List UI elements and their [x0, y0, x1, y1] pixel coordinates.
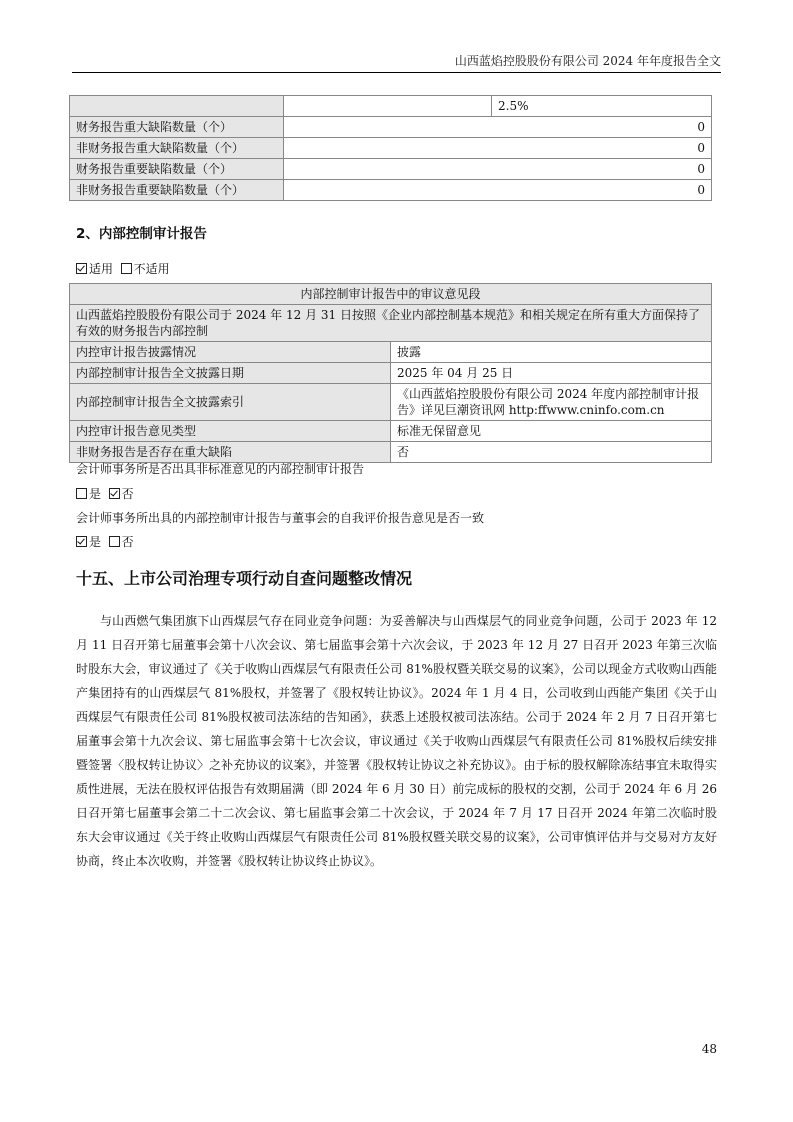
table-header: 内部控制审计报告中的审议意见段 [70, 284, 712, 305]
table-cell-label: 财务报告重要缺陷数量（个） [70, 159, 284, 180]
table-cell-value: 0 [284, 117, 712, 138]
table-row [70, 384, 712, 421]
table-cell-empty [284, 96, 492, 117]
table-cell-value: 披露 [391, 342, 712, 363]
table-row [70, 342, 712, 363]
audit-report-heading: 2、内部控制审计报告 [76, 226, 207, 242]
table-row [70, 180, 712, 201]
table-cell-label: 财务报告重大缺陷数量（个） [70, 117, 284, 138]
table-cell-label: 非财务报告重大缺陷数量（个） [70, 138, 284, 159]
yes-label: 是 [89, 535, 102, 549]
table-cell-value: 《山西蓝焰控股股份有限公司 2024 年度内部控制审计报告》详见巨潮资讯网 http:ffwww.cninfo.com.cn [391, 384, 712, 421]
table-row [70, 421, 712, 442]
table-cell-label: 非财务报告是否存在重大缺陷 [70, 442, 391, 463]
table-row [70, 96, 712, 117]
page-number: 48 [701, 1042, 717, 1056]
applicable-label: 适用 [89, 262, 114, 276]
table-row [70, 363, 712, 384]
section-fifteen-paragraph: 与山西燃气集团旗下山西煤层气存在同业竞争问题：为妥善解决与山西煤层气的同业竞争问题，公司于 2023 年 12 月 11 日召开第七届董事会第十八次会议、第七届监事会第十六次会议，于 2023 年 12 月 27 日召开 2023 年第三次临时股东大会，审议通过了《关于收购山西煤层气有限责任公司 81%股权暨关联交易的议案》，公司以现金方式收购山西能产集团持有的山西煤层气 81%股权，并签署了《股权转让协议》。2024 年 1 月 4 日，公司收到山西能产集团《关于山西煤层气有限责任公司 81%股权被司法冻结的告知函》，获悉上述股权被司法冻结。公司于 2024 年 2 月 7 日召开第七届董事会第十九次会议、第七届监事会第十七次会议，审议通过《关于收购山西煤层气有限责任公司 81%股权后续安排暨签署〈股权转让协议〉之补充协议的议案》，并签署《股权转让协议之补充协议》。由于标的股权解除冻结事宜未取得实质性进展，无法在股权评估报告有效期届满（即 2024 年 6 月 30 日）前完成标的股权的交割，公司于 2024 年 6 月 26 日召开第七届董事会第二十二次会议、第七届监事会第二十次会议，于 2024 年 7 月 17 日召开 2024 年第二次临时股东大会审议通过《关于终止收购山西煤层气有限责任公司 81%股权暨关联交易的议案》，公司审慎评估并与交易对方友好协商，终止本次收购，并签署《股权转让协议终止协议》。 [76, 614, 717, 868]
no-label: 否 [121, 487, 134, 501]
table-cell-label: 非财务报告重要缺陷数量（个） [70, 180, 284, 201]
table-cell-label: 内部控制审计报告全文披露索引 [70, 384, 391, 421]
checked-box-icon[interactable] [76, 263, 87, 274]
checked-box-icon[interactable] [109, 488, 120, 499]
no-label: 否 [121, 535, 134, 549]
applicable-options [76, 260, 170, 277]
table-row [70, 305, 712, 342]
table-row [70, 284, 712, 305]
page-header-title: 山西蓝焰控股股份有限公司 2024 年年度报告全文 [454, 54, 721, 68]
defect-count-table [69, 95, 712, 201]
table-cell-label: 内控审计报告披露情况 [70, 342, 391, 363]
table-cell-value: 否 [391, 442, 712, 463]
table-cell-value: 0 [284, 138, 712, 159]
table-cell-label: 内部控制审计报告全文披露日期 [70, 363, 391, 384]
table-cell-empty [70, 96, 284, 117]
unchecked-box-icon[interactable] [121, 263, 132, 274]
table-cell-value: 标准无保留意见 [391, 421, 712, 442]
table-cell-value: 0 [284, 159, 712, 180]
checked-box-icon[interactable] [76, 536, 87, 547]
question1-options [76, 485, 134, 502]
table-cell-label: 内控审计报告意见类型 [70, 421, 391, 442]
yes-label: 是 [89, 487, 102, 501]
table-row [70, 138, 712, 159]
unchecked-box-icon[interactable] [109, 536, 120, 547]
table-cell-value: 2025 年 04 月 25 日 [391, 363, 712, 384]
unchecked-box-icon[interactable] [76, 488, 87, 499]
question-nonstandard-opinion: 会计师事务所是否出具非标准意见的内部控制审计报告 [76, 462, 365, 476]
question2-options [76, 533, 134, 550]
audit-opinion-text: 山西蓝焰控股股份有限公司于 2024 年 12 月 31 日按照《企业内部控制基本规范》和相关规定在所有重大方面保持了有效的财务报告内部控制 [70, 305, 712, 342]
table-cell-value: 2.5% [492, 96, 712, 117]
audit-report-table [69, 283, 712, 463]
header-divider [72, 72, 721, 73]
table-cell-value: 0 [284, 180, 712, 201]
table-row [70, 159, 712, 180]
not-applicable-label: 不适用 [133, 262, 170, 276]
table-row [70, 117, 712, 138]
section-fifteen-heading: 十五、上市公司治理专项行动自查问题整改情况 [76, 569, 413, 588]
question-opinion-consistency: 会计师事务所出具的内部控制审计报告与董事会的自我评价报告意见是否一致 [76, 511, 485, 525]
